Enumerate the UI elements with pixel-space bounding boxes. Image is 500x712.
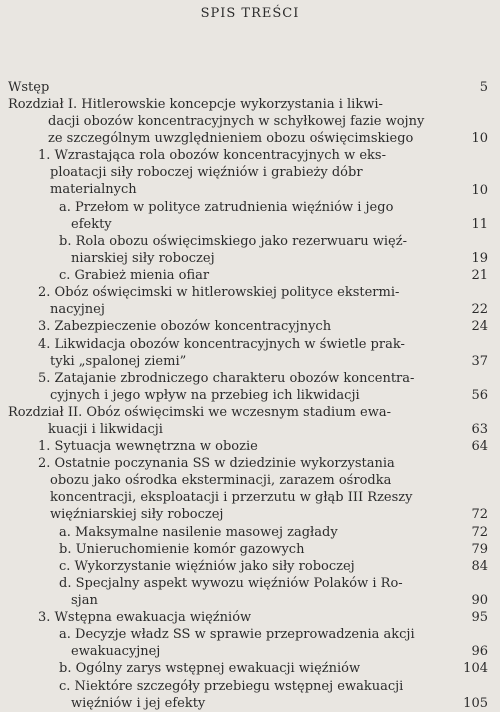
- toc-page-number: 72: [446, 506, 488, 523]
- toc-entry-text: ploatacji siły roboczej więźniów i grabieży dóbr: [50, 165, 367, 180]
- toc-page-number: 84: [446, 558, 488, 575]
- toc-entry-text: tyki „spalonej ziemi”: [50, 354, 190, 369]
- toc-entry-text: a. Decyzje władz SS w sprawie przeprowadzenia akcji: [59, 627, 419, 642]
- toc-page-number: 105: [446, 695, 488, 712]
- toc-entry-text: 2. Obóz oświęcimski w hitlerowskiej polityce ekstermi-: [38, 285, 403, 300]
- toc-entry-text: 1. Sytuacja wewnętrzna w obozie: [38, 439, 262, 454]
- toc-entry-text: b. Unieruchomienie komór gazowych: [59, 542, 308, 557]
- toc-entry-text: 4. Likwidacja obozów koncentracyjnych w świetle prak-: [38, 337, 409, 352]
- toc-entry-text: a. Przełom w polityce zatrudnienia więźniów i jego: [59, 200, 397, 215]
- toc-page-number: 95: [446, 609, 488, 626]
- toc-page-number: 56: [446, 387, 488, 404]
- toc-entry-text: Rozdział I. Hitlerowskie koncepcje wykorzystania i likwi-: [8, 97, 387, 112]
- toc-entry-text: d. Specjalny aspekt wywozu więźniów Polaków i Ro-: [59, 576, 407, 591]
- toc-entry-text: obozu jako ośrodka eksterminacji, zarazem ośrodka: [50, 473, 395, 488]
- toc-page-number: 37: [446, 353, 488, 370]
- page-title: SPIS TREŚCI: [200, 6, 300, 21]
- toc-page-number: 104: [446, 660, 488, 677]
- toc-entry-text: b. Rola obozu oświęcimskiego jako rezerwuaru więź-: [59, 234, 411, 249]
- toc-entry-text: więźniów i jej efekty: [71, 696, 209, 711]
- toc-entry-text: c. Niektóre szczegóły przebiegu wstępnej ewakuacji: [59, 679, 407, 694]
- toc-entry-text: niarskiej siły roboczej: [71, 251, 219, 266]
- toc-page-number: 21: [446, 267, 488, 284]
- toc-entry-text: Wstęp: [8, 80, 53, 95]
- toc-entry-text: 5. Zatajanie zbrodniczego charakteru obozów koncentra-: [38, 371, 418, 386]
- toc-entry-text: 3. Zabezpieczenie obozów koncentracyjnych: [38, 319, 335, 334]
- toc-page-number: 22: [446, 301, 488, 318]
- toc-entry-text: ze szczególnym uwzględnieniem obozu oświęcimskiego: [48, 131, 417, 146]
- toc-entry-text: dacji obozów koncentracyjnych w schyłkowej fazie wojny: [48, 114, 428, 129]
- toc-page-number: 24: [446, 318, 488, 335]
- toc-page-number: 96: [446, 643, 488, 660]
- toc-entry-text: c. Wykorzystanie więźniów jako siły roboczej: [59, 559, 359, 574]
- toc-page-number: 90: [446, 592, 488, 609]
- toc-page-number: 72: [446, 524, 488, 541]
- toc-entry-text: kuacji i likwidacji: [48, 422, 167, 437]
- toc-entry-text: materialnych: [50, 182, 141, 197]
- toc-entry-text: 3. Wstępna ewakuacja więźniów: [38, 610, 255, 625]
- toc-entry-text: ewakuacyjnej: [71, 644, 164, 659]
- toc-entry-text: nacyjnej: [50, 302, 109, 317]
- toc-entry-text: b. Ogólny zarys wstępnej ewakuacji więźniów: [59, 661, 364, 676]
- toc-entry-text: Rozdział II. Obóz oświęcimski we wczesnym stadium ewa-: [8, 405, 395, 420]
- toc-entry-text: cyjnych i jego wpływ na przebieg ich likwidacji: [50, 388, 364, 403]
- toc-entry-text: c. Grabież mienia ofiar: [59, 268, 213, 283]
- toc-page-number: 10: [446, 130, 488, 147]
- toc-page-number: 64: [446, 438, 488, 455]
- toc-entry-text: sjan: [71, 593, 102, 608]
- toc-page-number: 11: [446, 216, 488, 233]
- toc-page-number: 10: [446, 182, 488, 199]
- toc-entry-text: a. Maksymalne nasilenie masowej zagłady: [59, 525, 342, 540]
- toc-entry-text: 1. Wzrastająca rola obozów koncentracyjnych w eks-: [38, 148, 390, 163]
- toc-page-number: 19: [446, 250, 488, 267]
- toc-entry-text: koncentracji, eksploatacji i przerzutu w głąb III Rzeszy: [50, 490, 417, 505]
- toc-entry-text: 2. Ostatnie poczynania SS w dziedzinie wykorzystania: [38, 456, 399, 471]
- toc-entry-text: więźniarskiej siły roboczej: [50, 507, 227, 522]
- toc-page-number: 79: [446, 541, 488, 558]
- toc-entry-text: efekty: [71, 217, 116, 232]
- toc-page-number: 63: [446, 421, 488, 438]
- toc-page-number: 5: [446, 79, 488, 96]
